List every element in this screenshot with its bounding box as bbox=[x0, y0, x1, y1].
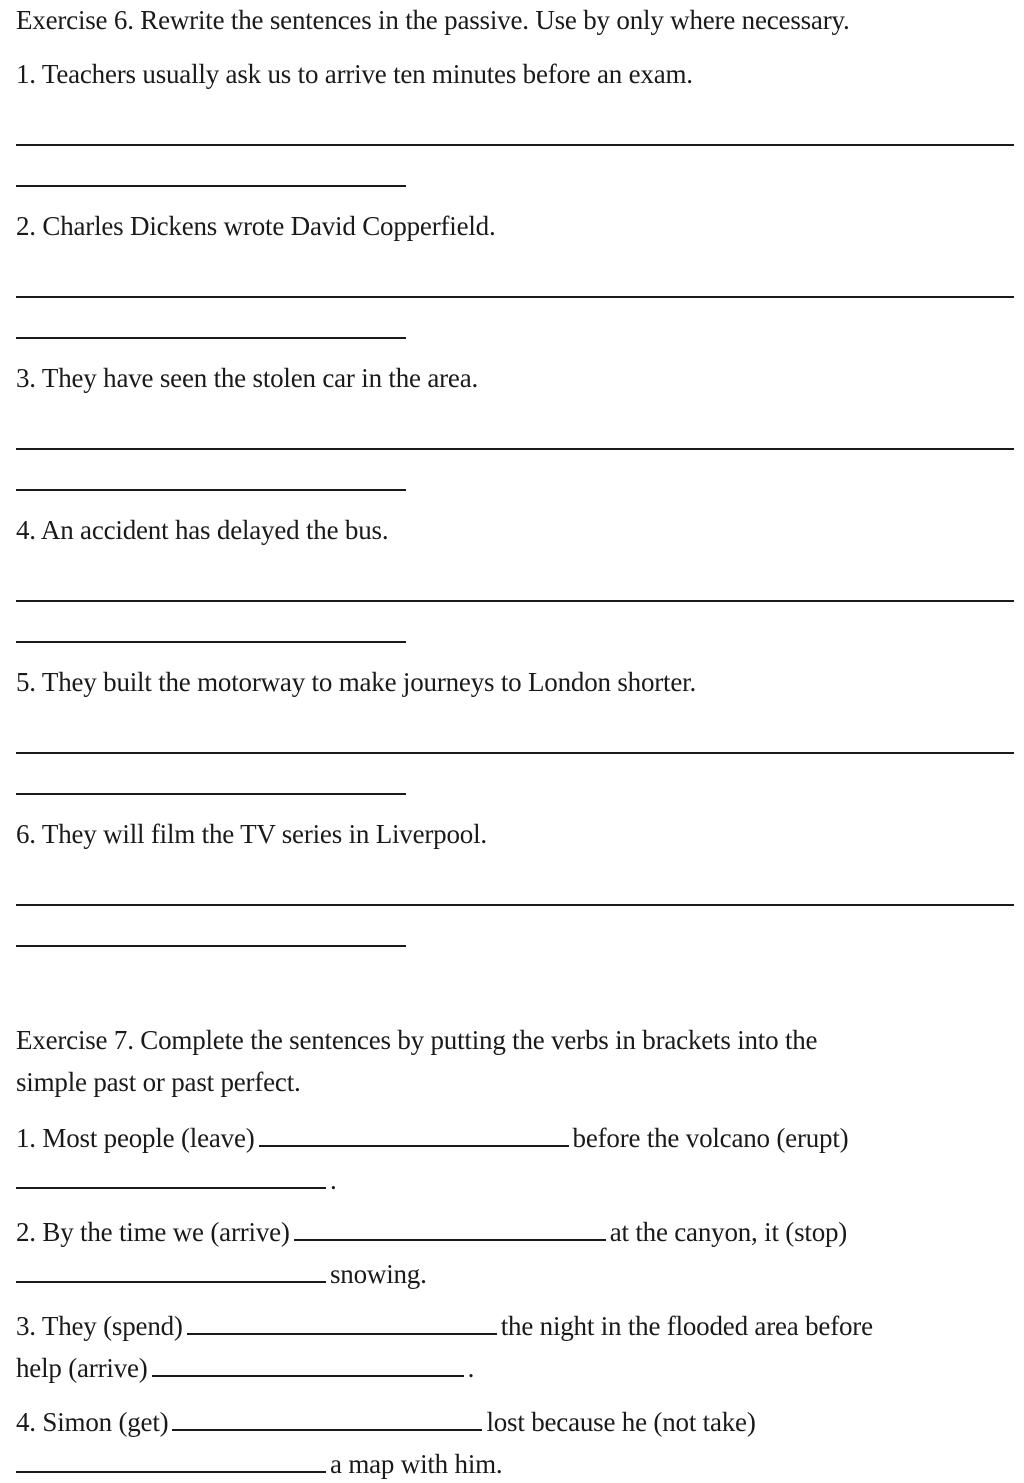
exercise-6-item-6: 6. They will film the TV series in Liverpool. bbox=[16, 819, 487, 849]
item-text: before the volcano (erupt) bbox=[572, 1123, 849, 1153]
answer-line-long[interactable] bbox=[16, 904, 1014, 906]
answer-blank[interactable] bbox=[16, 1259, 326, 1283]
item-text: at the canyon, it (stop) bbox=[609, 1217, 848, 1247]
answer-blank[interactable] bbox=[16, 1449, 326, 1473]
answer-line-short[interactable] bbox=[16, 185, 406, 187]
exercise-7-instruction-line-1: Exercise 7. Complete the sentences by putting the verbs in brackets into the bbox=[16, 1025, 818, 1055]
item-text: the night in the flooded area before bbox=[500, 1311, 873, 1341]
item-text: 2. By the time we (arrive) bbox=[16, 1217, 290, 1247]
answer-blank[interactable] bbox=[172, 1407, 482, 1431]
answer-line-short[interactable] bbox=[16, 793, 406, 795]
item-text: snowing. bbox=[330, 1259, 427, 1289]
exercise-6-item-5: 5. They built the motorway to make journeys to London shorter. bbox=[16, 667, 696, 697]
answer-blank[interactable] bbox=[259, 1123, 569, 1147]
item-text: lost because he (not take) bbox=[486, 1407, 756, 1437]
exercise-6-item-4: 4. An accident has delayed the bus. bbox=[16, 515, 389, 545]
answer-line-short[interactable] bbox=[16, 641, 406, 643]
exercise-7-item-4-line-2 bbox=[16, 1448, 502, 1480]
exercise-7-item-4-line-1 bbox=[16, 1406, 756, 1438]
item-text: 4. Simon (get) bbox=[16, 1407, 169, 1437]
answer-line-short[interactable] bbox=[16, 489, 406, 491]
exercise-7-item-1-line-2 bbox=[16, 1164, 337, 1196]
answer-line-long[interactable] bbox=[16, 752, 1014, 754]
answer-line-long[interactable] bbox=[16, 144, 1014, 146]
answer-blank[interactable] bbox=[294, 1217, 606, 1241]
item-text: . bbox=[467, 1353, 475, 1383]
exercise-7-item-3-line-2 bbox=[16, 1352, 474, 1384]
item-text: help (arrive) bbox=[16, 1353, 148, 1383]
answer-line-long[interactable] bbox=[16, 448, 1014, 450]
item-text: a map with him. bbox=[330, 1449, 503, 1479]
item-text: 1. Most people (leave) bbox=[16, 1123, 255, 1153]
item-text: . bbox=[330, 1165, 337, 1195]
exercise-6-instruction: Exercise 6. Rewrite the sentences in the passive. Use by only where necessary. bbox=[16, 5, 850, 35]
answer-line-short[interactable] bbox=[16, 337, 406, 339]
item-text: 3. They (spend) bbox=[16, 1311, 183, 1341]
exercise-6-item-3: 3. They have seen the stolen car in the area. bbox=[16, 363, 479, 393]
exercise-7-item-3-line-1 bbox=[16, 1310, 873, 1342]
answer-line-long[interactable] bbox=[16, 296, 1014, 298]
exercise-7-item-1-line-1 bbox=[16, 1122, 848, 1154]
exercise-6-item-2: 2. Charles Dickens wrote David Copperfield. bbox=[16, 211, 496, 241]
answer-line-long[interactable] bbox=[16, 600, 1014, 602]
answer-line-short[interactable] bbox=[16, 945, 406, 947]
answer-blank[interactable] bbox=[152, 1353, 464, 1377]
exercise-7-instruction-line-2: simple past or past perfect. bbox=[16, 1067, 301, 1097]
answer-blank[interactable] bbox=[187, 1311, 497, 1335]
exercise-6-item-1: 1. Teachers usually ask us to arrive ten minutes before an exam. bbox=[16, 59, 693, 89]
answer-blank[interactable] bbox=[16, 1165, 326, 1189]
exercise-7-item-2-line-2 bbox=[16, 1258, 427, 1290]
exercise-7-item-2-line-1 bbox=[16, 1216, 847, 1248]
